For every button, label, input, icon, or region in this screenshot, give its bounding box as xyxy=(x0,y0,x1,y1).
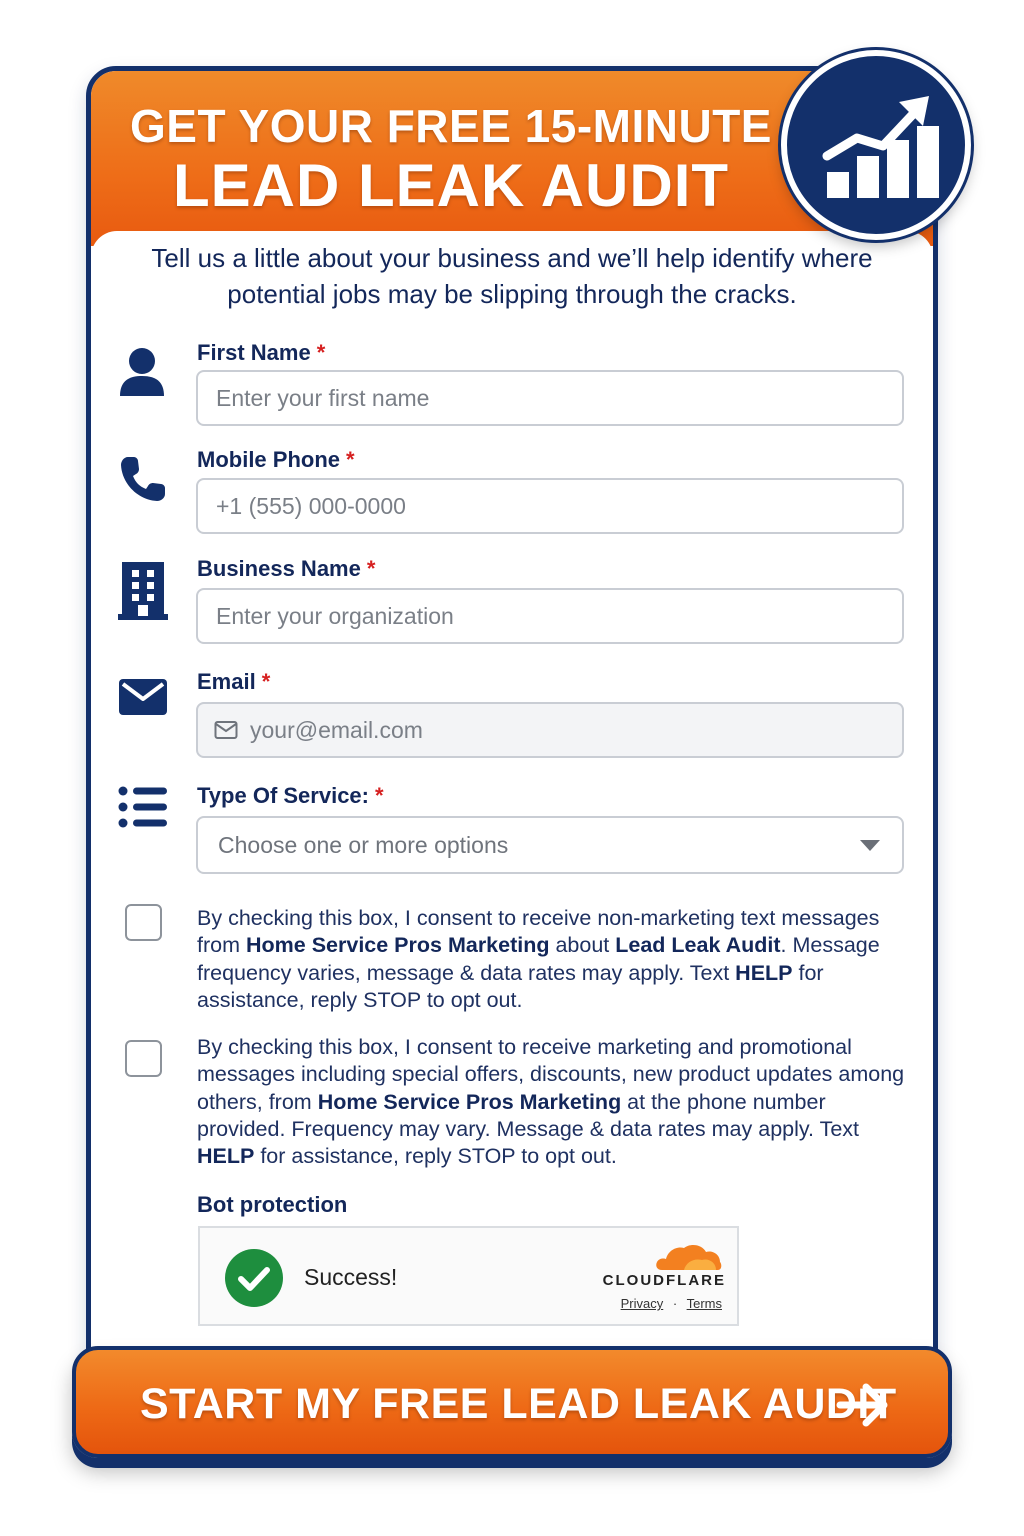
privacy-link[interactable]: Privacy xyxy=(620,1296,664,1311)
header-title-line2: LEAD LEAK AUDIT xyxy=(172,152,730,219)
link-separator: · xyxy=(672,1296,678,1311)
service-type-placeholder: Choose one or more options xyxy=(218,832,509,858)
terms-link[interactable]: Terms xyxy=(686,1296,722,1311)
phone-icon xyxy=(118,454,168,504)
service-type-select[interactable] xyxy=(196,816,904,874)
envelope-icon xyxy=(118,678,168,716)
success-check-icon xyxy=(224,1248,284,1308)
mobile-phone-input[interactable] xyxy=(196,478,904,534)
building-icon xyxy=(118,560,168,620)
captcha-links xyxy=(596,1296,722,1311)
cloudflare-wordmark: CLOUDFLARE xyxy=(602,1272,726,1289)
email-label: Email * xyxy=(197,669,271,694)
required-marker: * xyxy=(316,340,326,365)
cloudflare-logo-icon xyxy=(654,1240,724,1272)
header-title-line1: GET YOUR FREE 15-MINUTE xyxy=(130,100,772,152)
marketing-consent-text: By checking this box, I consent to receive marketing and promotional messages including special offers, discounts, new product updates among others, from Home Service Pros Marketing at the phone number provided. Frequency may vary. Message & data rates may apply. Text HELP for assistance, reply STOP to opt out. xyxy=(197,1035,905,1169)
business-name-input[interactable] xyxy=(196,588,904,644)
bot-protection-label: Bot protection xyxy=(197,1192,348,1217)
intro-text: Tell us a little about your business and we’ll help identify where potential jobs may be slipping through the cracks. xyxy=(151,243,873,309)
chevron-down-icon xyxy=(860,840,880,851)
required-marker: * xyxy=(375,783,384,808)
marketing-consent-checkbox[interactable] xyxy=(125,1040,162,1077)
user-icon xyxy=(118,346,166,398)
email-input[interactable] xyxy=(196,702,904,758)
business-name-label: Business Name * xyxy=(197,556,376,581)
submit-button-label: START MY FREE LEAD LEAK AUDIT xyxy=(140,1380,897,1428)
required-marker: * xyxy=(261,669,271,694)
arrow-right-icon xyxy=(836,1382,892,1428)
first-name-label: First Name * xyxy=(197,340,326,365)
non-marketing-consent-checkbox[interactable] xyxy=(125,904,162,941)
captcha-status: Success! xyxy=(304,1264,398,1290)
submit-button[interactable] xyxy=(72,1346,952,1458)
captcha-widget[interactable] xyxy=(198,1226,739,1326)
non-marketing-consent-text: By checking this box, I consent to receive non-marketing text messages from Home Service Pros Marketing about Lead Leak Audit. Message frequency varies, message & data rates may apply. Text HELP for assistance, reply STOP to opt out. xyxy=(197,906,880,1012)
required-marker: * xyxy=(346,447,355,472)
first-name-input[interactable] xyxy=(196,370,904,426)
mobile-phone-label: Mobile Phone * xyxy=(197,447,355,472)
service-type-label: Type Of Service: * xyxy=(197,783,384,808)
required-marker: * xyxy=(366,556,376,581)
list-icon xyxy=(118,786,168,828)
envelope-outline-icon xyxy=(214,720,238,740)
growth-chart-icon xyxy=(781,50,971,240)
